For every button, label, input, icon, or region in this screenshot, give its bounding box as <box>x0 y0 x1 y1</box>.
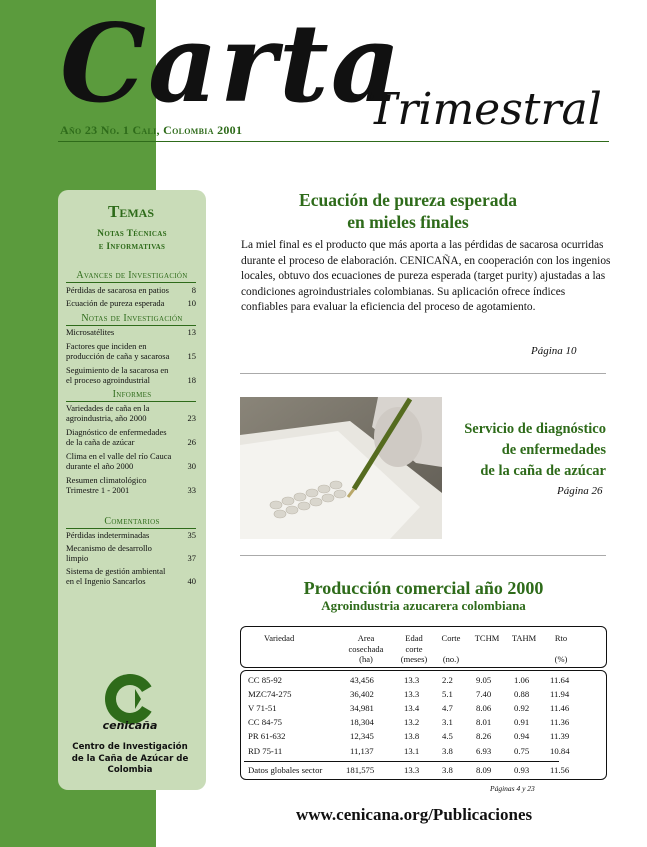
toc-item[interactable] <box>66 365 196 385</box>
section-rule <box>66 325 196 326</box>
toc-page: 18 <box>187 375 196 385</box>
toc-page: 30 <box>187 461 196 471</box>
cell-tchm: 8.01 <box>476 717 492 727</box>
col-edad-l1: Edad <box>405 633 423 643</box>
toc-item[interactable] <box>66 327 196 337</box>
section-rule <box>66 282 196 283</box>
toc-label: Pérdidas indeterminadas <box>66 530 150 540</box>
publications-url[interactable]: www.cenicana.org/Publicaciones <box>296 805 533 824</box>
toc-label: Resumen climatológico Trimestre 1 - 2001 <box>66 475 147 495</box>
col-area-l2: cosechada <box>348 643 384 654</box>
cell-tahm: 0.88 <box>514 689 530 699</box>
toc-page: 15 <box>187 351 196 361</box>
cell-tahm: 1.06 <box>514 675 530 685</box>
cell-tahm: 0.94 <box>514 731 530 741</box>
col-rto-spacer <box>548 644 574 655</box>
toc-item[interactable] <box>66 403 196 423</box>
issue-line: Año 23 No. 1 Cali, Colombia 2001 <box>60 123 243 137</box>
cell-tchm: 8.26 <box>476 731 492 741</box>
cell-variedad: RD 75-11 <box>248 746 283 756</box>
cell-area: 12,345 <box>350 731 374 741</box>
masthead-title: Carta <box>60 1 403 127</box>
cell-rto: 11.64 <box>550 675 570 685</box>
cell-tchm: 7.40 <box>476 689 492 699</box>
production-page-ref[interactable]: Páginas 4 y 23 <box>490 784 535 793</box>
toc-page: 8 <box>191 285 196 295</box>
article1-title-2: en mieles finales <box>347 212 469 232</box>
sidebar-subheading-2: e Informativas <box>98 242 166 252</box>
toc-label: Mecanismo de desarrollo limpio <box>66 543 152 563</box>
col-rto-l3: (%) <box>554 654 568 664</box>
cell-tahm: 0.92 <box>514 703 530 713</box>
toc-label: Pérdidas de sacarosa en patios <box>66 285 169 295</box>
article2-title-1: Servicio de diagnóstico <box>464 421 606 437</box>
sidebar-heading: Temas <box>108 202 155 221</box>
toc-label: Ecuación de pureza esperada <box>66 298 165 308</box>
masthead-subtitle: Trimestral <box>368 84 602 135</box>
col-rto-l1: Rto <box>554 633 568 643</box>
cell-edad: 13.3 <box>404 675 420 685</box>
col-corte-l3: (no.) <box>442 654 460 664</box>
cell-edad: 13.3 <box>404 765 420 775</box>
cell-tahm: 0.93 <box>514 765 530 775</box>
cell-corte: 4.7 <box>442 703 453 713</box>
section-comentarios: Comentarios <box>104 516 160 527</box>
cell-area: 43,456 <box>350 675 374 685</box>
cell-area: 36,402 <box>350 689 374 699</box>
col-variedad: Variedad <box>264 633 295 643</box>
cell-tchm: 8.06 <box>476 703 492 713</box>
sidebar-subheading-1: Notas Técnicas <box>97 229 167 239</box>
section-informes: Informes <box>112 389 152 400</box>
cell-variedad: MZC74-275 <box>248 689 292 699</box>
col-area-l3: (ha) <box>359 654 373 664</box>
cell-tchm: 8.09 <box>476 765 492 775</box>
toc-item[interactable] <box>66 451 196 471</box>
cell-area: 34,981 <box>350 703 374 713</box>
cell-rto: 11.56 <box>550 765 570 775</box>
diagnosis-photo <box>240 397 442 539</box>
toc-label: Seguimiento de la sacarosa en el proceso agroindustrial <box>66 365 169 385</box>
col-corte-l1: Corte <box>441 633 461 643</box>
cell-area: 181,575 <box>346 765 375 775</box>
masthead-rule <box>58 141 609 142</box>
cell-variedad: V 71-51 <box>248 703 277 713</box>
toc-page: 26 <box>187 437 196 447</box>
cell-corte: 3.1 <box>442 717 453 727</box>
cell-rto: 11.39 <box>550 731 570 741</box>
logo-word: cenicaña <box>102 719 158 732</box>
article1-body: La miel final es el producto que más aporta a las pérdidas de sacarosa ocurridas durante el proceso de elaboración. CENICAÑA, en cooperación con los ingenios locales, obtuvo dos ecuaciones de pureza esperada (target purity) ajustadas a las condiciones agroindustriales colombianas. Su aplicación ofrece índices confiables para evaluar la eficiencia del proceso de agotamiento. <box>241 239 611 313</box>
section-notas: Notas de Investigación <box>81 313 183 324</box>
cell-edad: 13.1 <box>404 746 420 756</box>
section-rule <box>66 528 196 529</box>
table-total-rule <box>244 761 559 762</box>
cell-tchm: 9.05 <box>476 675 492 685</box>
toc-page: 33 <box>187 485 196 495</box>
divider <box>240 555 606 556</box>
cell-corte: 4.5 <box>442 731 453 741</box>
cell-variedad: CC 84-75 <box>248 717 283 727</box>
toc-page: 10 <box>187 298 196 308</box>
toc-item[interactable] <box>66 285 196 295</box>
toc-item[interactable] <box>66 298 196 308</box>
col-corte-spacer <box>436 644 466 655</box>
cell-area: 11,137 <box>350 746 374 756</box>
cell-corte: 3.8 <box>442 746 453 756</box>
cell-edad: 13.8 <box>404 731 420 741</box>
col-edad <box>394 633 434 665</box>
toc-label: Factores que inciden en producción de caña y sacarosa <box>66 341 170 361</box>
cell-rto: 10.84 <box>550 746 570 756</box>
cell-edad: 13.4 <box>404 703 420 713</box>
article2-title-3: de la caña de azúcar <box>480 463 606 479</box>
article1-title-1: Ecuación de pureza esperada <box>299 190 517 210</box>
divider <box>240 373 606 374</box>
col-area-l1: Area <box>357 633 375 643</box>
cell-tahm: 0.91 <box>514 717 530 727</box>
toc-page: 13 <box>187 327 196 337</box>
col-tchm: TCHM <box>474 633 500 643</box>
cell-tchm: 6.93 <box>476 746 492 756</box>
cell-corte: 3.8 <box>442 765 453 775</box>
cell-variedad: Datos globales sector <box>248 765 323 775</box>
section-avances: Avances de Investigación <box>76 270 188 281</box>
cell-corte: 5.1 <box>442 689 453 699</box>
col-tahm: TAHM <box>511 633 537 643</box>
toc-label: Variedades de caña en la agroindustria, año 2000 <box>66 403 150 423</box>
toc-item[interactable] <box>66 341 196 361</box>
production-subtitle: Agroindustria azucarera colombiana <box>321 598 526 613</box>
col-rto <box>548 633 574 665</box>
cell-corte: 2.2 <box>442 675 453 685</box>
toc-page: 37 <box>187 553 196 563</box>
toc-label: Diagnóstico de enfermedades de la caña de azúcar <box>66 427 167 447</box>
cell-edad: 13.2 <box>404 717 420 727</box>
toc-page: 23 <box>187 413 196 423</box>
col-area <box>344 633 388 665</box>
toc-label: Clima en el valle del río Cauca durante el año 2000 <box>66 451 172 471</box>
section-rule <box>66 401 196 402</box>
cell-tahm: 0.75 <box>514 746 530 756</box>
toc-label: Sistema de gestión ambiental en el Ingenio Sancarlos <box>66 566 166 586</box>
article1-page-ref[interactable]: Página 10 <box>531 345 577 357</box>
cell-variedad: CC 85-92 <box>248 675 283 685</box>
toc-item[interactable] <box>66 566 196 586</box>
cell-rto: 11.46 <box>550 703 570 713</box>
toc-page: 35 <box>187 530 196 540</box>
cell-edad: 13.3 <box>404 689 420 699</box>
production-title: Producción comercial año 2000 <box>303 578 544 598</box>
cell-rto: 11.94 <box>550 689 570 699</box>
col-corte <box>436 633 466 665</box>
toc-page: 40 <box>187 576 196 586</box>
cell-variedad: PR 61-632 <box>248 731 286 741</box>
article2-title-2: de enfermedades <box>501 442 606 458</box>
col-edad-l3: (meses) <box>400 654 428 664</box>
toc-item[interactable] <box>66 475 196 495</box>
cell-rto: 11.36 <box>550 717 570 727</box>
cell-area: 18,304 <box>350 717 374 727</box>
toc-item[interactable] <box>66 427 196 447</box>
article2-title <box>443 419 606 482</box>
article2-page-ref[interactable]: Página 26 <box>557 485 603 497</box>
center-name: Centro de Investigación de la Caña de Azúcar de Colombia <box>71 742 189 775</box>
toc-item[interactable] <box>66 543 196 563</box>
col-edad-l2: corte <box>405 643 423 654</box>
toc-item[interactable] <box>66 530 196 540</box>
toc-label: Microsatélites <box>66 327 115 337</box>
